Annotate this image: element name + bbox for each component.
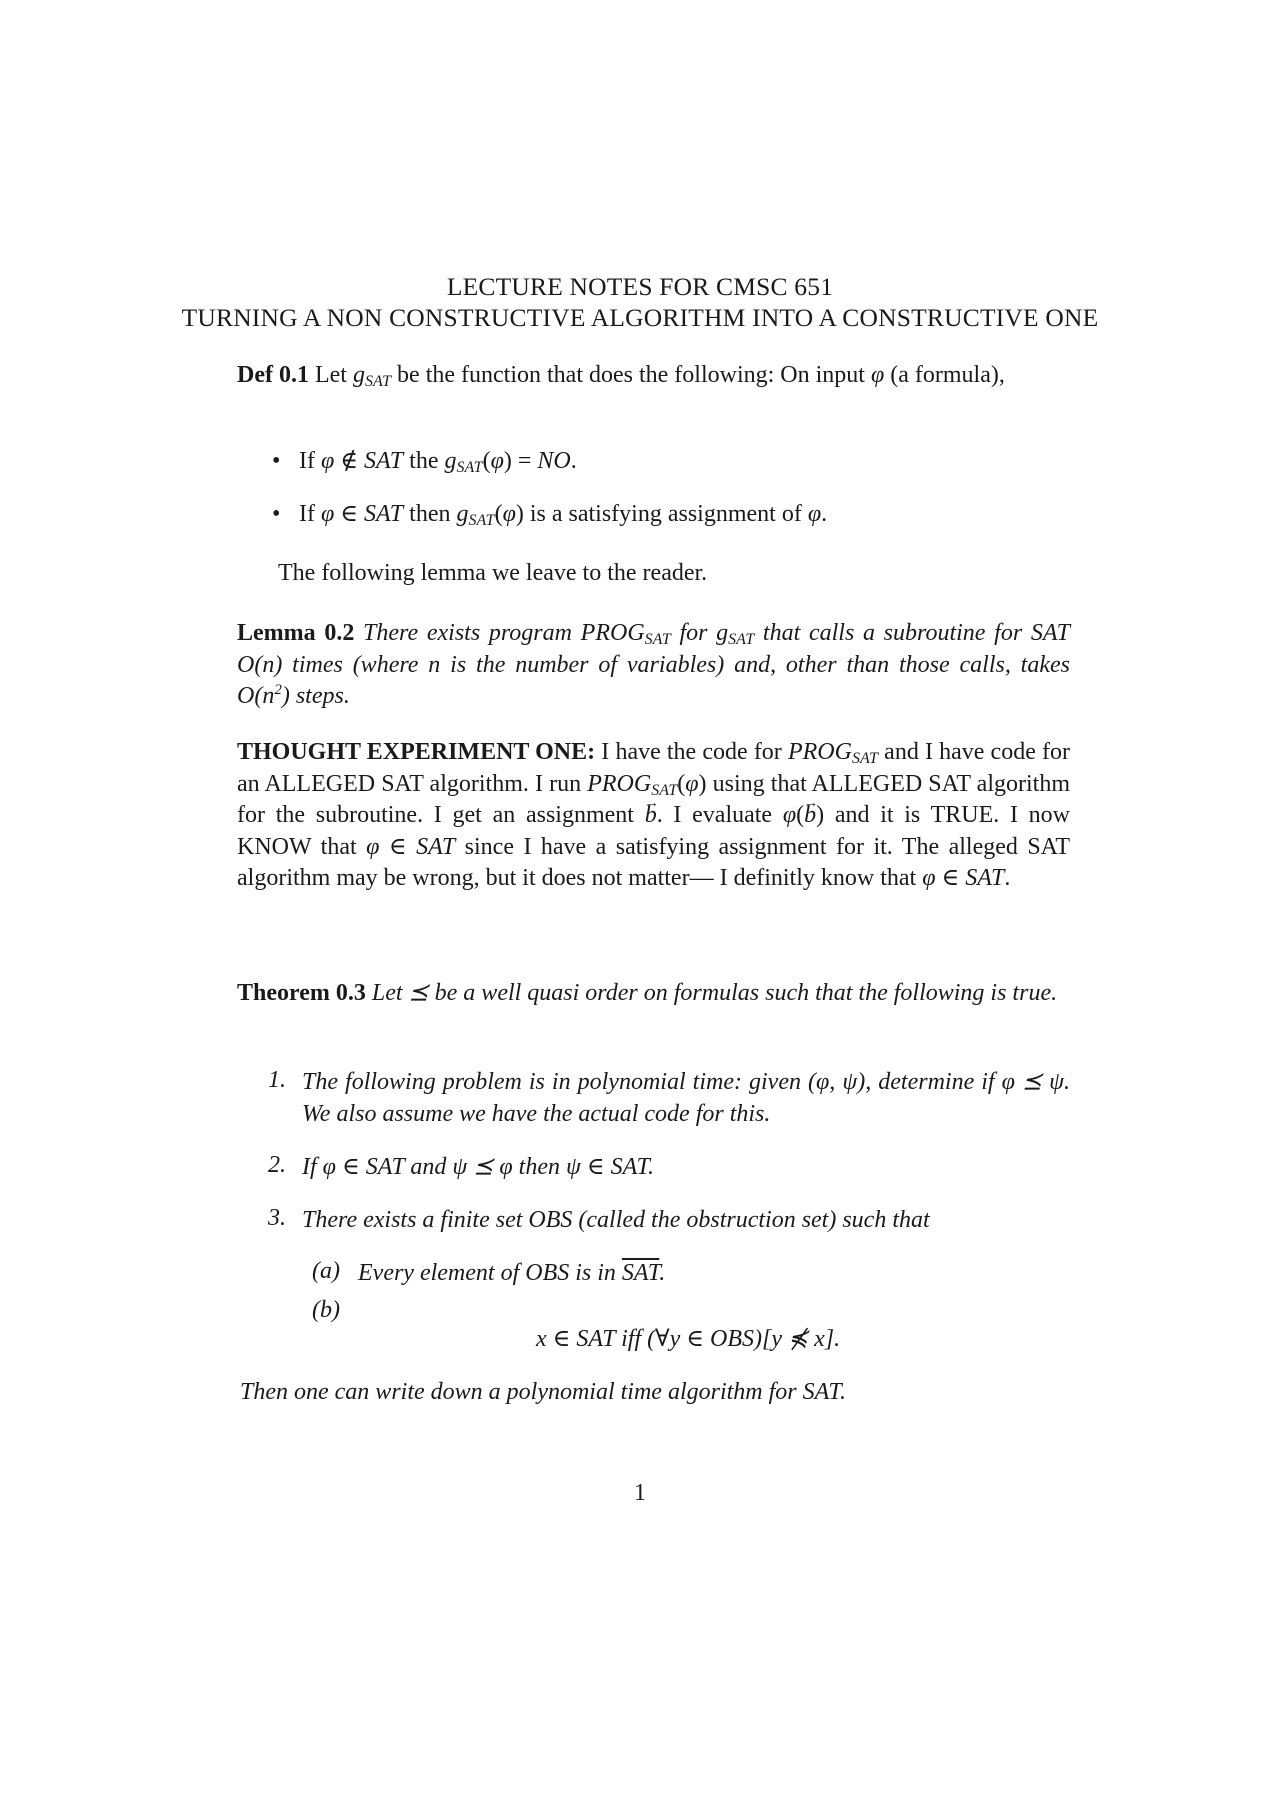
definition-0-1 [237, 360, 1070, 392]
theorem-label: Theorem 0.3 [237, 980, 366, 1006]
theorem-item-1: The following problem is in polynomial time: given (φ, ψ), determine if φ ⪯ ψ. We also assume we have the actual code for this. [302, 1069, 1070, 1127]
theorem-item-2-number: 2. [268, 1152, 286, 1178]
lemma-0-2 [237, 618, 1070, 713]
definition-text: Let $g_{SAT}$ be the function that does the following: On input φ (a formula), [314, 362, 1005, 390]
theorem-subitem-a: Every element of OBS is in $\overline{SAT}$. [358, 1260, 666, 1286]
theorem-subitem-a-number: (a) [312, 1258, 340, 1284]
thought-experiment-text: I have the code for $PROG_{SAT}$ and I have code for an ALLEGED SAT algorithm. I run $PROG_{SAT}(\varphi)$ using that ALLEGED SAT algorithm for the subroutine. I get an assignment → b. I evaluate φ(→ b) and it is TRUE. I now KNOW that φ ∈ SAT since I have a satisfying assignment for it. The alleged SAT algorithm may be wrong, but it does not matter— I definitly know that φ ∈ SAT. [237, 739, 1070, 891]
definition-after-text: The following lemma we leave to the reader. [278, 560, 708, 586]
lemma-text: There exists program $PROG_{SAT}$ for $g_{SAT}$ that calls a subroutine for SAT O(n) times (where n is the number of variables) and, other than those calls, takes $O(n^2)$ steps. [237, 620, 1070, 709]
bullet-icon: • [272, 448, 281, 474]
lemma-label: Lemma 0.2 [237, 620, 355, 646]
theorem-conclusion: Then one can write down a polynomial time algorithm for SAT. [240, 1379, 846, 1405]
theorem-item-1-number: 1. [268, 1067, 286, 1093]
definition-bullet-1: • If φ ∉ SAT the $g_{SAT}(\varphi)$ = NO. [272, 448, 577, 476]
theorem-item-3-number: 3. [268, 1205, 286, 1231]
title-line-1: LECTURE NOTES FOR CMSC 651 [446, 272, 834, 301]
theorem-item-2: If φ ∈ SAT and ψ ⪯ φ then ψ ∈ SAT. [302, 1154, 655, 1180]
thought-experiment-one [237, 737, 1070, 895]
title-line-2: TURNING A NON CONSTRUCTIVE ALGORITHM INTO A CONSTRUCTIVE ONE [181, 303, 1099, 332]
theorem-item-3: There exists a finite set OBS (called the obstruction set) such that [302, 1207, 930, 1233]
theorem-text: Let ⪯ be a well quasi order on formulas such that the following is true. [371, 980, 1058, 1006]
theorem-0-3 [237, 978, 1070, 1010]
definition-bullet-2: • If φ ∈ SAT then $g_{SAT}(\varphi)$ is a satisfying assignment of φ. [272, 501, 828, 529]
bullet-icon: • [272, 501, 281, 527]
thought-experiment-label: THOUGHT EXPERIMENT ONE: [237, 739, 596, 765]
theorem-subitem-b-number: (b) [312, 1297, 340, 1323]
definition-label: Def 0.1 [237, 362, 309, 388]
page-number: 1 [634, 1480, 646, 1506]
theorem-subitem-b-formula: x ∈ SAT iff (∀y ∈ OBS)[y ⋠ x]. [536, 1326, 841, 1352]
